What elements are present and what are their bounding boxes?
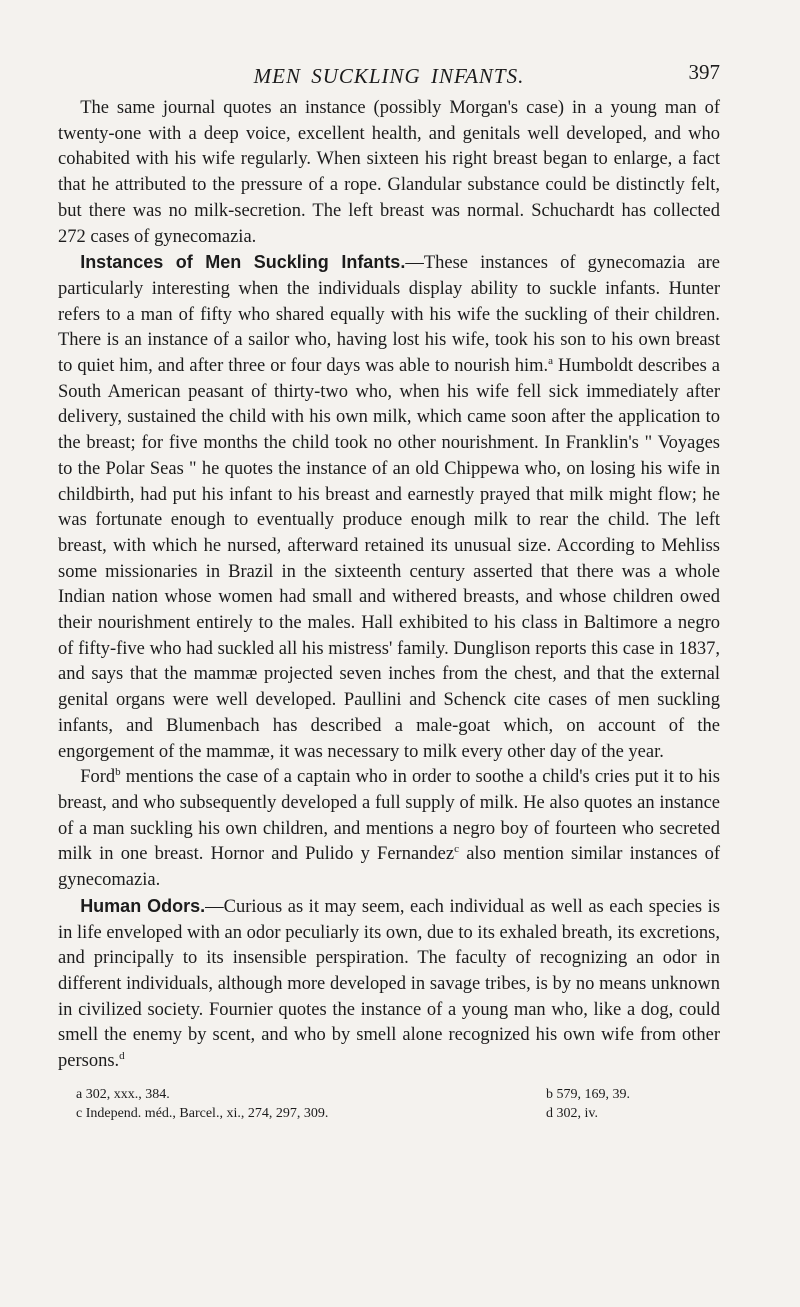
footnote-marker-d: d bbox=[119, 1049, 125, 1062]
paragraph-text: Humboldt describes a South American peasant of thirty-two who, when his wife fell sick immediately after delivery, sustained the child with his own milk, which came soon after the application to the breast; for five months the child took no other nourishment. In Franklin's " Voyages to the Polar Seas " he quotes the instance of an old Chippewa who, on losing his wife in childbirth, had put his infant to his breast and earnestly prayed that milk might flow; he was fortunate enough to eventually produce enough milk to rear the child. The left breast, with which he nursed, afterward retained its unusual size. According to Mehliss some missionaries in Brazil in the sixteenth century asserted that there was a whole Indian nation whose women had small and withered breasts, and whose children owed their nourishment entirely to the males. Hall exhibited to his class in Baltimore a negro of fifty-five who had suckled all his mistress' family. Dunglison reports this case in 1837, and says that the mammæ projected seven inches from the chest, and that the external genital organs were well developed. Paullini and Schenck cite cases of men suckling infants, and Blumenbach has described a male-goat which, on account of the engorgement of the mammæ, it was necessary to milk every other day of the year. bbox=[58, 356, 721, 762]
paragraph-text: also mention similar instances of gynecomazia. bbox=[58, 844, 720, 891]
paragraph-text: —These instances of gynecomazia are particularly interesting when the individuals display ability to suckle infants. Hunter refers to a man of fifty who shared equally with his wife the suckling of their children. There is an instance of a sailor who, having lost his wife, took his son to his own breast to quiet him, and after three or four days was able to nourish him. bbox=[58, 253, 720, 377]
footnote-marker-b: b bbox=[115, 766, 121, 779]
paragraph-text: Ford bbox=[80, 767, 116, 788]
footnote-marker-a: a bbox=[548, 354, 553, 367]
paragraph-ford-cases bbox=[58, 765, 720, 894]
footnotes bbox=[58, 1085, 720, 1123]
running-head bbox=[58, 60, 720, 96]
book-page bbox=[58, 60, 720, 1123]
section-heading-men-suckling: Instances of Men Suckling Infants. bbox=[80, 252, 406, 273]
paragraph-men-suckling-infants bbox=[58, 250, 720, 765]
paragraph-text: mentions the case of a captain who in order to soothe a child's cries put it to his breast, and who subsequently developed a full supply of milk. He also quotes an instance of a man suckling his own children, and mentions a negro boy of fourteen who secreted milk in one breast. Hornor and Pulido y Fernandez bbox=[58, 767, 720, 865]
paragraph-human-odors bbox=[58, 894, 720, 1075]
footnote-c: c Independ. méd., Barcel., xi., 274, 297, 309. bbox=[76, 1105, 329, 1121]
footnote-d: d 302, iv. bbox=[546, 1105, 598, 1121]
footnote-row bbox=[76, 1085, 720, 1104]
page-number: 397 bbox=[688, 60, 720, 84]
footnote-b: b 579, 169, 39. bbox=[546, 1086, 630, 1102]
footnote-marker-c: c bbox=[454, 843, 459, 856]
paragraph-gynecomazia-case: The same journal quotes an instance (possibly Morgan's case) in a young man of twenty-one with a deep voice, excellent health, and genitals well developed, and who cohabited with his wife regularly. When sixteen his right breast began to enlarge, a fact that he attributed to the pressure of a rope. Glandular substance could be distinctly felt, but there was no milk-secretion. The left breast was normal. Schuchardt has collected 272 cases of gynecomazia. bbox=[58, 98, 720, 247]
running-title: MEN SUCKLING INFANTS. bbox=[253, 64, 525, 88]
footnote-row bbox=[76, 1104, 720, 1123]
section-heading-human-odors: Human Odors. bbox=[80, 895, 206, 916]
footnote-a: a 302, xxx., 384. bbox=[76, 1086, 170, 1102]
paragraph-text: —Curious as it may seem, each individual as well as each species is in life enveloped with an odor peculiarly its own, due to its exhaled breath, its excretions, and principally to its insensible perspiration. The faculty of recognizing an odor in different individuals, although more developed in savage tribes, is by no means unknown in civilized society. Fournier quotes the instance of a young man who, like a dog, could smell the enemy by scent, and who by smell alone recognized his own wife from other persons. bbox=[58, 896, 720, 1072]
